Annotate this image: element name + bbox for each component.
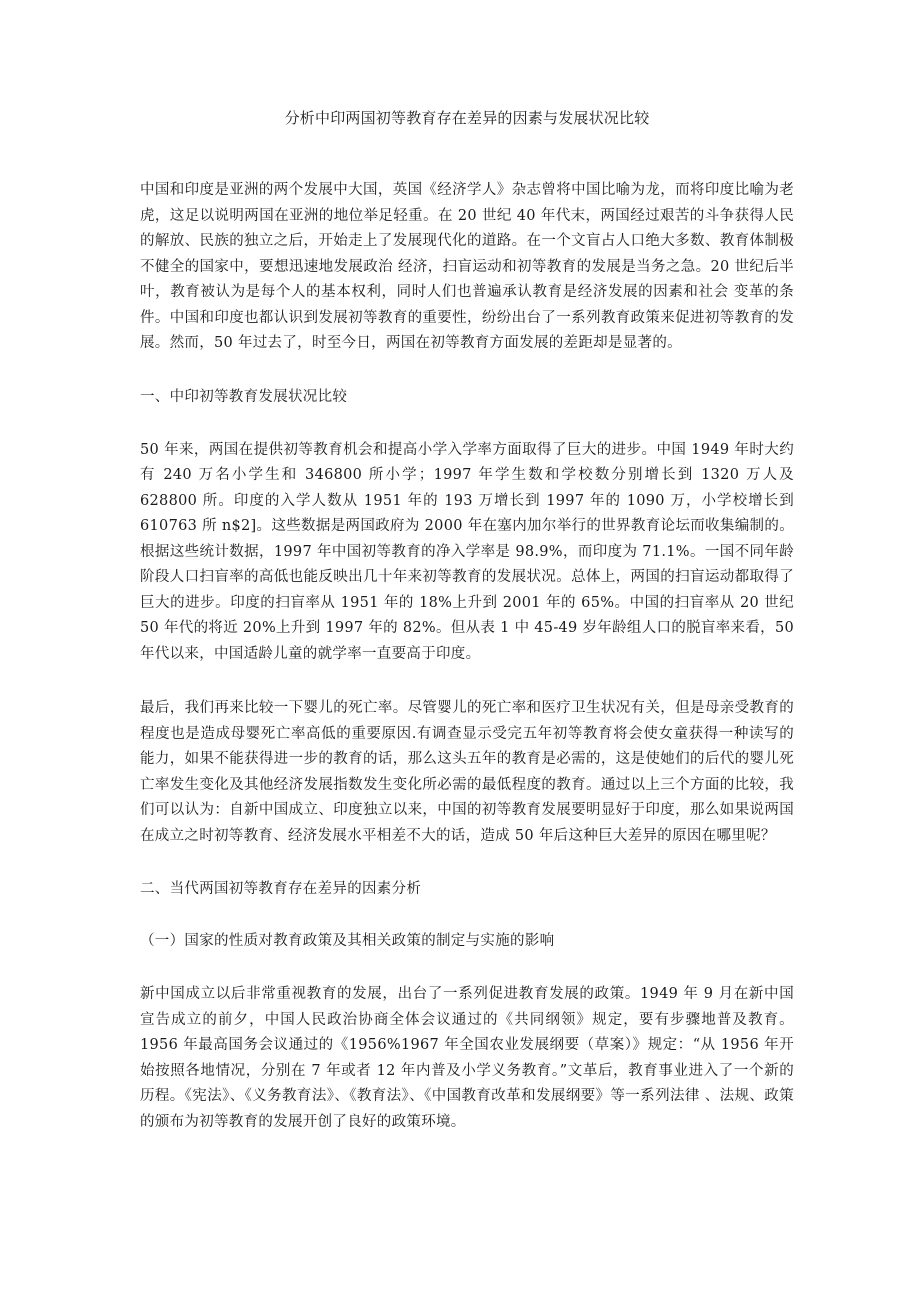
section2-heading: 二、当代两国初等教育存在差异的因素分析 — [140, 881, 422, 897]
section2-paragraph-1: 新中国成立以后非常重视教育的发展，出台了一系列促进教育发展的政策。1949 年 9 月在新中国宣告成立的前夕，中国人民政治协商全体会议通过的《共同纲领》规定，要有步骤地普及教育。1956 年最高国务会议通过的《1956%1967 年全国农业发展纲要（草案）》规定：“从 1956 年开始按照各地情况，分别在 7 年或者 12 年内普及小学义务教育。”文革后，教育事业进入了一个新的历程。《宪法》、《义务教育法》、《教育法》、《中国教育改革和发展纲要》等一系列法律 、法规、政策的颁布为初等教育的发展开创了良好的政策环境。 — [140, 986, 794, 1130]
intro-paragraph: 中国和印度是亚洲的两个发展中大国，英国《经济学人》杂志曾将中国比喻为龙，而将印度比喻为老虎，这足以说明两国在亚洲的地位举足轻重。在 20 世纪 40 年代末，两国经过艰苦的斗争获得人民的解放、民族的独立之后，开始走上了发展现代化的道路。在一个文盲占人口绝大多数、教育体制极不健全的国家中，要想迅速地发展政治 经济，扫盲运动和初等教育的发展是当务之急。20 世纪后半叶，教育被认为是每个人的基本权利，同时人们也普遍承认教育是经济发展的因素和社会 变革的条件。中国和印度也都认识到发展初等教育的重要性，纷纷出台了一系列教育政策来促进初等教育的发展。然而，50 年过去了，时至今日，两国在初等教育方面发展的差距却是显著的。 — [140, 182, 794, 351]
section1-heading: 一、中印初等教育发展状况比较 — [140, 388, 348, 405]
document-title: 分析中印两国初等教育存在差异的因素与发展状况比较 — [284, 109, 650, 127]
document-page — [140, 108, 794, 1164]
section1-paragraph-2: 最后，我们再来比较一下婴儿的死亡率。尽管婴儿的死亡率和医疗卫生状况有关，但是母亲受教育的程度也是造成母婴死亡率高低的重要原因.有调查显示受完五年初等教育将会使女童获得一种读写的能力，如果不能获得进一步的教育的话，那么这头五年的教育是必需的，这是使她们的后代的婴儿死亡率发生变化及其他经济发展指数发生变化所必需的最低程度的教育。通过以上三个方面的比较，我们可以认为：自新中国成立、印度独立以来，中国的初等教育发展要明显好于印度，那么如果说两国在成立之时初等教育、经济发展水平相差不大的话，造成 50 年后这种巨大差异的原因在哪里呢？ — [140, 700, 794, 844]
section1-paragraph-1: 50 年来，两国在提供初等教育机会和提高小学入学率方面取得了巨大的进步。中国 1949 年时大约有 240 万名小学生和 346800 所小学；1997 年学生数和学校数分别增长到 1320 万人及 628800 所。印度的入学人数从 1951 年的 193 万增长到 1997 年的 1090 万，小学校增长到 610763 所 n$2]。这些数据是两国政府为 2000 年在塞内加尔举行的世界教育论坛而收集编制的。根据这些统计数据，1997 年中国初等教育的净入学率是 98.9%，而印度为 71.1%。一国不同年龄阶段人口扫盲率的高低也能反映出几十年来初等教育的发展状况。总体上，两国的扫盲运动都取得了巨大的进步。印度的扫盲率从 1951 年的 18%上升到 2001 年的 65%。中国的扫盲率从 20 世纪 50 年代的将近 20%上升到 1997 年的 82%。但从表 1 中 45-49 岁年龄组人口的脱盲率来看，50 年代以来，中国适龄儿童的就学率一直要高于印度。 — [140, 441, 794, 662]
section2-subheading-1: （一）国家的性质对教育政策及其相关政策的制定与实施的影响 — [140, 933, 555, 949]
